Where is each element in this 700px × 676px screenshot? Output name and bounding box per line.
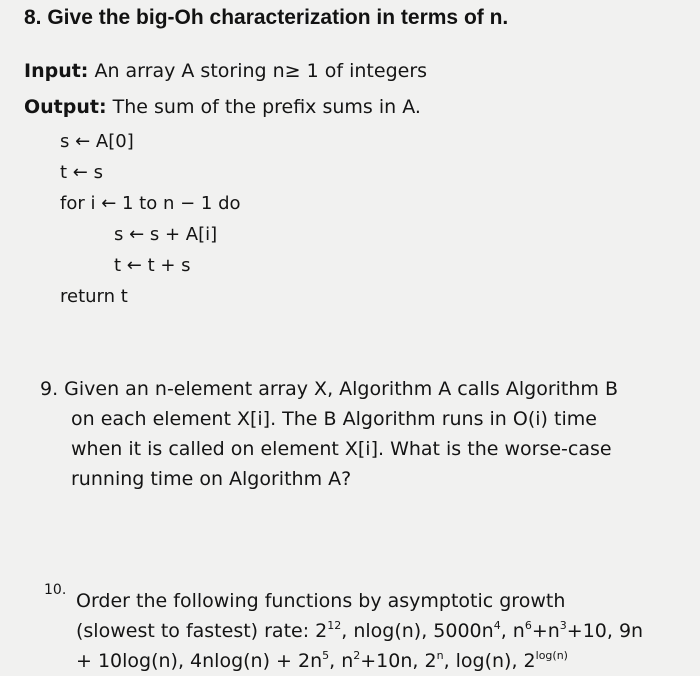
- output-line: [24, 96, 421, 118]
- question-8-title: 8. Give the big-Oh characterization in terms of n.: [24, 6, 509, 29]
- q10-text: , n: [329, 650, 354, 672]
- question-10-line-1: Order the following functions by asymptotic growth: [76, 590, 566, 612]
- question-9-line-3: when it is called on element X[i]. What is the worse-case: [71, 438, 612, 460]
- code-line-3: for i ← 1 to n − 1 do: [60, 193, 241, 214]
- q10-text: +n: [531, 620, 560, 642]
- q10-exponent: log(n): [535, 649, 568, 662]
- q10-exponent: 12: [327, 619, 342, 632]
- q10-text: , log(n), 2: [443, 650, 536, 672]
- question-10: [76, 586, 643, 676]
- q10-exponent: n: [436, 649, 444, 662]
- q10-text: , n: [500, 620, 525, 642]
- code-line-1: s ← A[0]: [60, 131, 134, 152]
- question-10-number: 10.: [44, 582, 67, 598]
- q10-text: +10n, 2: [360, 650, 437, 672]
- question-9-line-4: running time on Algorithm A?: [71, 468, 352, 490]
- output-text: The sum of the prefix sums in A.: [112, 96, 421, 118]
- output-label: Output:: [24, 96, 107, 118]
- input-line: [24, 60, 427, 82]
- question-9-line-2: on each element X[i]. The B Algorithm runs in O(i) time: [71, 408, 597, 430]
- q10-text: , nlog(n), 5000n: [341, 620, 494, 642]
- question-9-line-1: 9. Given an n-element array X, Algorithm A calls Algorithm B: [40, 378, 618, 400]
- q10-exponent: 2: [353, 649, 361, 662]
- question-10-line-3: [76, 646, 643, 676]
- q10-exponent: 3: [559, 619, 567, 632]
- question-10-line-2: [76, 616, 643, 646]
- input-text: An array A storing n≥ 1 of integers: [94, 60, 428, 82]
- q10-exponent: 6: [524, 619, 532, 632]
- q10-text: (slowest to fastest) rate: 2: [76, 620, 328, 642]
- q10-exponent: 5: [322, 649, 330, 662]
- input-label: Input:: [24, 60, 89, 82]
- q10-text: +10, 9n: [566, 620, 644, 642]
- code-line-6: return t: [60, 286, 128, 307]
- code-line-2: t ← s: [60, 162, 103, 183]
- question-9: [40, 374, 618, 494]
- q10-text: + 10log(n), 4nlog(n) + 2n: [76, 650, 323, 672]
- q10-exponent: 4: [493, 619, 501, 632]
- code-line-4: s ← s + A[i]: [114, 224, 218, 245]
- code-line-5: t ← t + s: [114, 255, 191, 276]
